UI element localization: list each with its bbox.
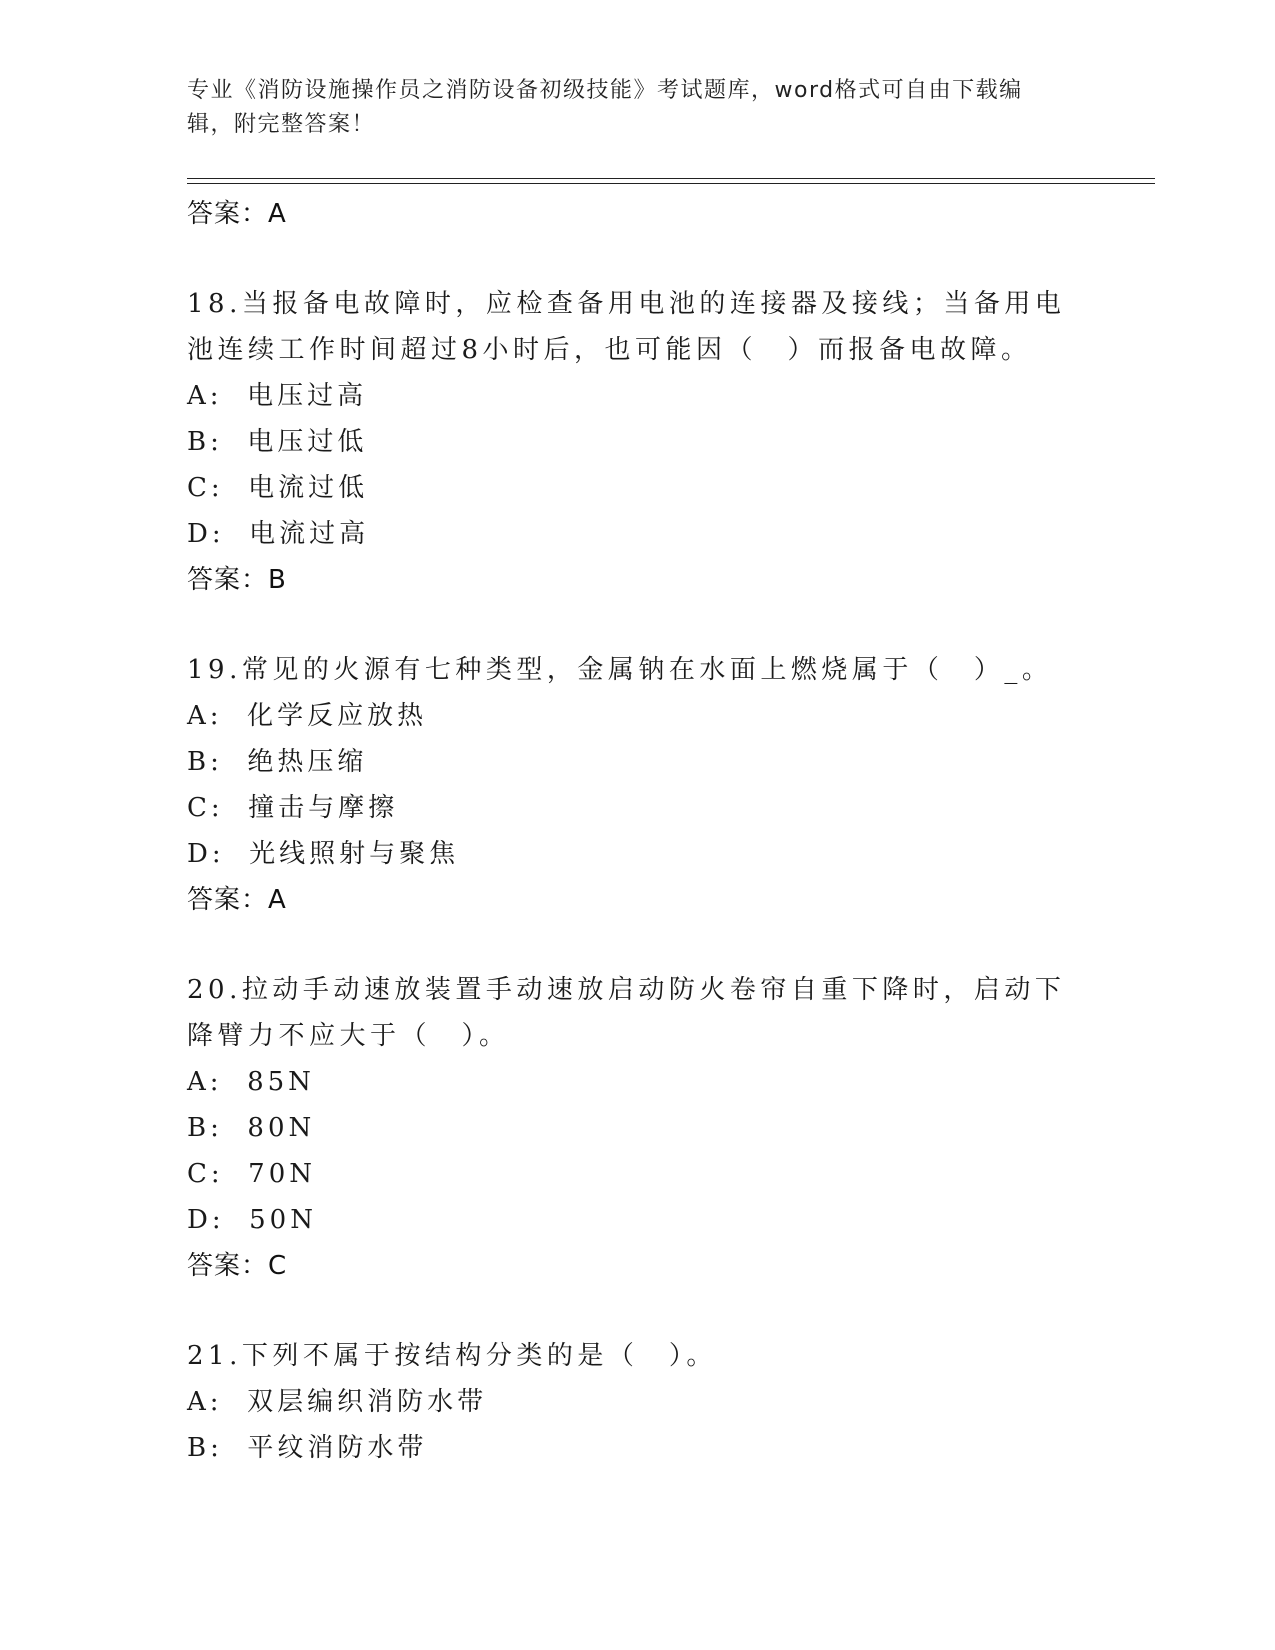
option-d: D: 光线照射与聚焦: [187, 839, 460, 869]
option-b: B: 电压过低: [187, 427, 368, 457]
question-stem: 19.常见的火源有七种类型，金属钠在水面上燃烧属于（ ）_。: [187, 655, 1053, 685]
question-stem: 21.下列不属于按结构分类的是（ ）。: [187, 1341, 717, 1371]
option-a: A: 电压过高: [187, 381, 368, 411]
option-a: A: 双层编织消防水带: [187, 1387, 488, 1417]
question-list: [187, 191, 1087, 1471]
question-21: [187, 1333, 1087, 1471]
answer-line: 答案：A: [187, 885, 287, 915]
answer-line: 答案：B: [187, 565, 287, 595]
question-20: [187, 967, 1087, 1289]
header-rule-top: [187, 178, 1155, 179]
option-d: D: 电流过高: [187, 519, 370, 549]
answer-line: 答案：A: [187, 199, 287, 229]
option-a: A: 化学反应放热: [187, 701, 428, 731]
option-a: A: 85N: [187, 1067, 315, 1097]
answer-line: 答案：C: [187, 1251, 288, 1281]
header-rule-bottom: [187, 183, 1155, 184]
option-b: B: 绝热压缩: [187, 747, 368, 777]
option-b: B: 平纹消防水带: [187, 1433, 428, 1463]
option-b: B: 80N: [187, 1113, 316, 1143]
option-c: C: 撞击与摩擦: [187, 793, 399, 823]
option-c: C: 电流过低: [187, 473, 369, 503]
page-header: 专业《消防设施操作员之消防设备初级技能》考试题库，word格式可自由下载编辑，附完整答案！: [187, 78, 1023, 137]
question-19: [187, 647, 1087, 923]
option-d: D: 50N: [187, 1205, 317, 1235]
question-18: [187, 281, 1087, 603]
question-stem: 18.当报备电故障时，应检查备用电池的连接器及接线；当备用电池连续工作时间超过8小时后，也可能因（ ）而报备电故障。: [187, 289, 1066, 365]
option-c: C: 70N: [187, 1159, 317, 1189]
question-stem: 20.拉动手动速放装置手动速放启动防火卷帘自重下降时，启动下降臂力不应大于（ ）。: [187, 975, 1066, 1051]
